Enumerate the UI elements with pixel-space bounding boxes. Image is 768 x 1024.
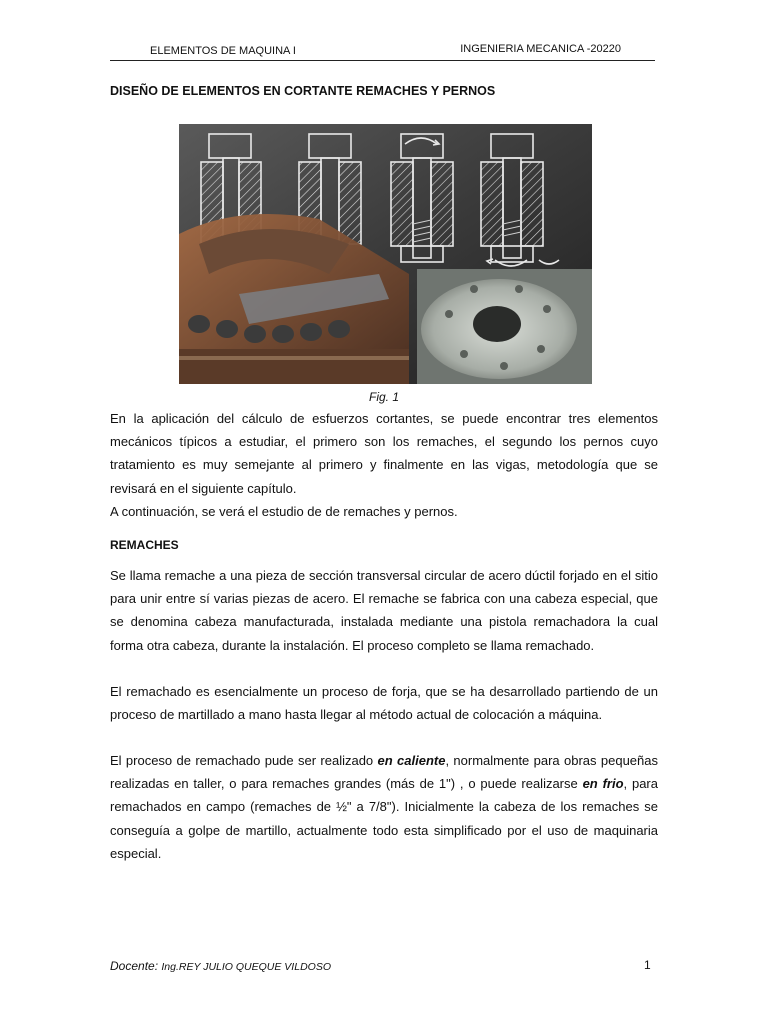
remaches-paragraph-3 [110,749,658,865]
term-en-caliente: en caliente [377,753,446,768]
section-heading-remaches: REMACHES [110,538,179,552]
page-number: 1 [644,958,651,972]
figure-rivets-bolts-image [179,124,592,384]
figure-illustration [179,124,592,384]
p3-text-e: , para remachados en campo (remaches de ½" a 7/8"). Inicialmente la cabeza de los remaches se conseguía a golpe de martillo, actualmente todo esta simplificado por el uso de maquinaria especial. [110,776,658,861]
header-course: ELEMENTOS DE MAQUINA I [150,45,296,57]
docente-label: Docente: [110,959,159,973]
document-title: DISEÑO DE ELEMENTOS EN CORTANTE REMACHES Y PERNOS [110,84,496,98]
remaches-paragraph-1: Se llama remache a una pieza de sección transversal circular de acero dúctil forjado en el sitio para unir entre sí varias piezas de acero. El remache se fabrica con una cabeza especial, que se denomina cabeza manufacturada, instalada mediante una pistola remachadora la cual forma otra cabeza, durante la instalación. El proceso completo se llama remachado. [110,568,658,653]
p3-text-c: , normalmente para obras pequeñas realizadas en taller, o para remaches grandes (más de 1") , o puede realizarse [110,753,658,792]
page-header [110,44,655,61]
footer-docente [110,959,331,973]
intro-paragraph-2: A continuación, se verá el estudio de de remaches y pernos. [110,504,458,519]
docente-name: Ing.REY JULIO QUEQUE VILDOSO [161,961,331,973]
term-en-frio: en frio [582,776,624,792]
intro-paragraph-1: En la aplicación del cálculo de esfuerzos cortantes, se puede encontrar tres elementos mecánicos típicos a estudiar, el primero son los remaches, el segundo los pernos cuyo tratamiento es muy semejante al primero y finalmente en las vigas, metodología que se revisará en el siguiente capítulo. [110,411,658,496]
figure-caption: Fig. 1 [368,390,399,404]
p3-text-a: El proceso de remachado pude ser realizado [110,753,378,768]
remaches-paragraph-2: El remachado es esencialmente un proceso de forja, que se ha desarrollado partiendo de un proceso de martillado a mano hasta llegar al método actual de colocación a máquina. [110,684,658,723]
header-program: INGENIERIA MECANICA -20220 [460,43,621,55]
